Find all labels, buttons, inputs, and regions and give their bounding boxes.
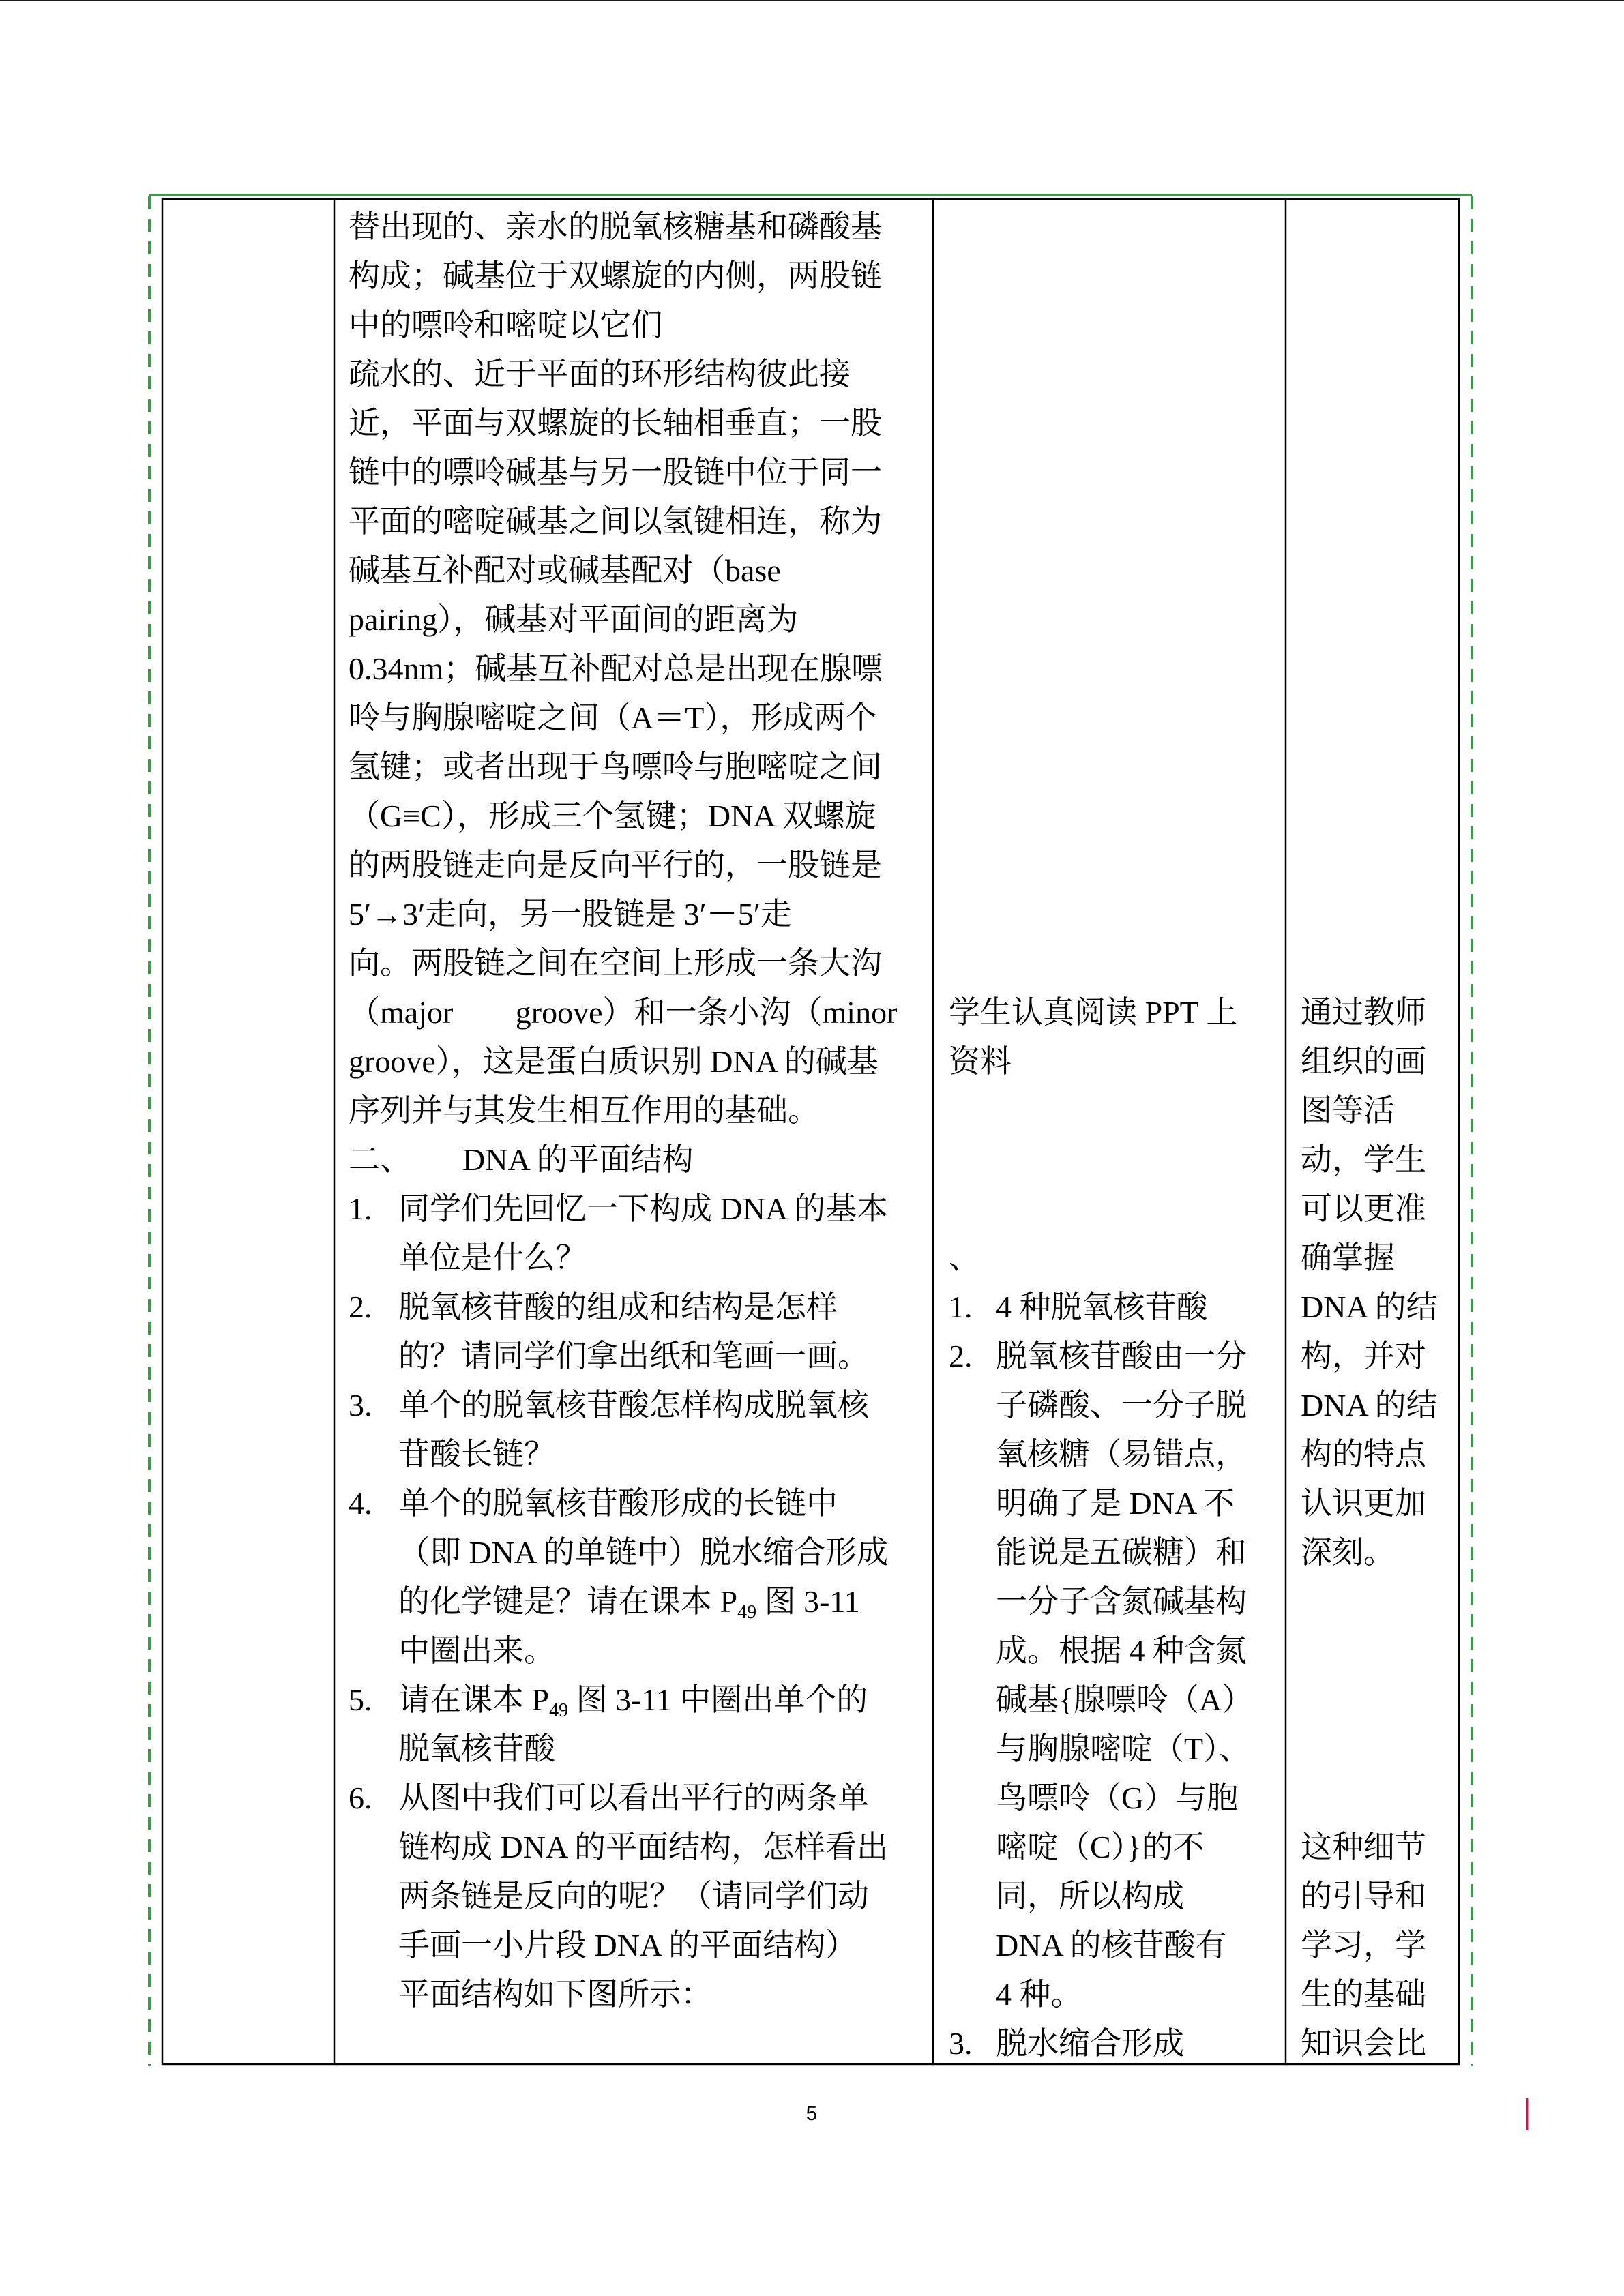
activity-mark: 、 <box>949 1240 980 1275</box>
paragraph-line: 疏水的、近于平面的环形结构彼此接 <box>349 357 851 391</box>
page-number: 5 <box>806 2102 818 2125</box>
purpose-line: 认识更加 <box>1301 1486 1426 1521</box>
answer-line: 成。根据 4 种含氮 <box>996 1633 1247 1668</box>
answer-line: 4 种脱氧核苷酸 <box>996 1289 1208 1324</box>
question-line: 单个的脱氧核苷酸形成的长链中 <box>398 1486 838 1521</box>
question-line: 中圈出来。 <box>398 1633 555 1668</box>
purpose-line: 知识会比 <box>1301 2026 1426 2061</box>
question-line: 单位是什么？ <box>398 1240 587 1275</box>
paragraph-line: groove），这是蛋白质识别 DNA 的碱基 <box>349 1044 879 1079</box>
activity-line: 资料 <box>949 1044 1012 1079</box>
question-line: 脱氧核苷酸的组成和结构是怎样 <box>398 1289 838 1324</box>
answer-number: 3. <box>949 2026 973 2061</box>
text-run: 图 3-11 中圈出单个的 <box>568 1682 868 1717</box>
answer-line: DNA 的核苷酸有 <box>996 1928 1227 1963</box>
paragraph-line: 呤与胸腺嘧啶之间（A＝T），形成两个 <box>349 700 877 735</box>
paragraph-line: 碱基互补配对或碱基配对（base <box>349 553 781 588</box>
answer-line: 一分子含氮碱基构 <box>996 1584 1247 1619</box>
question-line: 同学们先回忆一下构成 DNA 的基本 <box>398 1191 889 1226</box>
paragraph-line: 替出现的、亲水的脱氧核糖基和磷酸基 <box>349 209 882 244</box>
answer-line: 能说是五碳糖）和 <box>996 1535 1247 1570</box>
paragraph-line: pairing），碱基对平面间的距离为 <box>349 602 799 637</box>
paragraph-line: 中的嘌呤和嘧啶以它们 <box>349 308 662 342</box>
question-line: 的？请同学们拿出纸和笔画一画。 <box>398 1339 869 1373</box>
answer-line: 鸟嘌呤（G）与胞 <box>996 1780 1239 1815</box>
paragraph-line: 0.34nm；碱基互补配对总是出现在腺嘌 <box>349 651 883 686</box>
purpose-line: 生的基础 <box>1301 1977 1426 2012</box>
paragraph-line: 构成；碱基位于双螺旋的内侧，两股链 <box>349 258 882 293</box>
question-number: 2. <box>349 1289 372 1324</box>
page-subscript: 49 <box>737 1602 757 1623</box>
question-line: 平面结构如下图所示： <box>398 1977 712 2012</box>
paragraph-line: 序列并与其发生相互作用的基础。 <box>349 1093 819 1128</box>
purpose-line: 动，学生 <box>1301 1142 1426 1177</box>
question-number: 5. <box>349 1682 372 1717</box>
answer-line: 明确了是 DNA 不 <box>996 1486 1235 1521</box>
purpose-line: 通过教师 <box>1301 995 1426 1030</box>
answer-line: 脱水缩合形成 <box>996 2026 1184 2061</box>
purpose-line: 学习，学 <box>1301 1928 1426 1963</box>
answer-number: 1. <box>949 1289 973 1324</box>
answer-line: 碱基{腺嘌呤（A） <box>996 1682 1254 1717</box>
purpose-line: 构的特点 <box>1301 1437 1426 1472</box>
question-number: 3. <box>349 1388 372 1422</box>
activity-line: 学生认真阅读 PPT 上 <box>949 995 1238 1030</box>
text-run: 的化学键是？请在课本 P <box>398 1584 738 1619</box>
question-line: （即 DNA 的单链中）脱水缩合形成 <box>398 1535 889 1570</box>
text-run: 图 3-11 <box>756 1584 860 1619</box>
answer-line: 子磷酸、一分子脱 <box>996 1388 1247 1422</box>
purpose-line: 组织的画 <box>1301 1044 1426 1079</box>
question-line: 脱氧核苷酸 <box>398 1731 555 1766</box>
paragraph-line: （major groove）和一条小沟（minor <box>349 995 898 1030</box>
purpose-line: 这种细节 <box>1301 1830 1426 1864</box>
answer-line: 同，所以构成 <box>996 1879 1184 1913</box>
purpose-line: DNA 的结 <box>1301 1388 1438 1422</box>
purpose-line: 深刻。 <box>1301 1535 1395 1570</box>
purpose-line: 图等活 <box>1301 1093 1395 1128</box>
section-title: DNA 的平面结构 <box>462 1142 694 1177</box>
answer-number: 2. <box>949 1339 973 1373</box>
paragraph-line: 向。两股链之间在空间上形成一条大沟 <box>349 946 882 981</box>
question-line: 苷酸长链？ <box>398 1437 555 1472</box>
text-run: 请在课本 P <box>398 1682 550 1717</box>
question-line: 单个的脱氧核苷酸怎样构成脱氧核 <box>398 1388 869 1422</box>
question-number: 4. <box>349 1486 372 1521</box>
answer-line: 嘧啶（C）}的不 <box>996 1830 1205 1864</box>
purpose-line: 可以更准 <box>1301 1191 1426 1226</box>
purpose-line: 确掌握 <box>1301 1240 1395 1275</box>
question-line <box>398 1675 868 1725</box>
section-number: 二、 <box>349 1142 411 1177</box>
paragraph-line: 链中的嘌呤碱基与另一股链中位于同一 <box>349 455 882 490</box>
answer-line: 氧核糖（易错点， <box>996 1437 1247 1472</box>
question-line <box>398 1577 860 1626</box>
paragraph-line: 的两股链走向是反向平行的，一股链是 <box>349 848 882 882</box>
answer-line: 与胸腺嘧啶（T）、 <box>996 1731 1251 1766</box>
question-number: 1. <box>349 1191 372 1226</box>
question-line: 从图中我们可以看出平行的两条单 <box>398 1780 869 1815</box>
purpose-line: DNA 的结 <box>1301 1289 1438 1324</box>
question-line: 链构成 DNA 的平面结构，怎样看出 <box>398 1830 889 1864</box>
question-line: 两条链是反向的呢？（请同学们动 <box>398 1879 869 1913</box>
answer-line: 脱氧核苷酸由一分 <box>996 1339 1247 1373</box>
paragraph-line: 平面的嘧啶碱基之间以氢键相连，称为 <box>349 504 882 539</box>
purpose-line: 构，并对 <box>1301 1339 1426 1373</box>
paragraph-line: 近，平面与双螺旋的长轴相垂直；一股 <box>349 406 882 441</box>
page-subscript: 49 <box>549 1700 569 1721</box>
paragraph-line: 5′→3′走向，另一股链是 3′－5′走 <box>349 897 792 931</box>
answer-line: 4 种。 <box>996 1977 1082 2012</box>
question-number: 6. <box>349 1780 372 1815</box>
paragraph-line: （G≡C），形成三个氢键；DNA 双螺旋 <box>349 799 876 833</box>
question-line: 手画一小片段 DNA 的平面结构） <box>398 1928 857 1963</box>
paragraph-line: 氢键；或者出现于鸟嘌呤与胞嘧啶之间 <box>349 749 882 784</box>
purpose-line: 的引导和 <box>1301 1879 1426 1913</box>
